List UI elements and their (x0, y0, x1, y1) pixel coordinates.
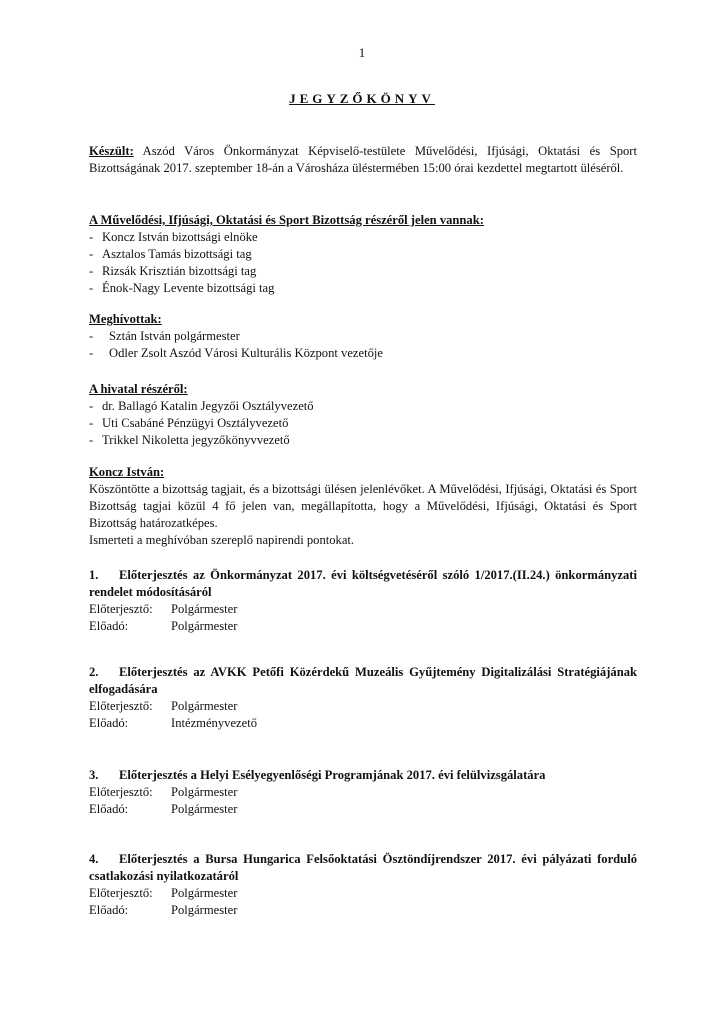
list-item: - Rizsák Krisztián bizottsági tag (89, 263, 637, 280)
speaker-heading: Koncz István: (89, 465, 165, 479)
invited-section (89, 311, 637, 362)
agenda-item-4 (89, 851, 637, 919)
agenda-item-title-text: Előterjesztés az Önkormányzat 2017. évi költségvetéséről szóló 1/2017.(II.24.) önkormányzati rendelet módosításáról (89, 568, 637, 599)
document-title: JEGYZŐKÖNYV (289, 91, 435, 106)
intro-section (89, 143, 637, 177)
submitter-label: Előterjesztő: (89, 886, 153, 900)
agenda-item-number: 3. (89, 768, 99, 782)
invited-heading: Meghívottak: (89, 312, 162, 326)
list-item: - dr. Ballagó Katalin Jegyzői Osztályvezető (89, 398, 637, 415)
present-list (89, 229, 637, 297)
agenda-item-title-text: Előterjesztés az AVKK Petőfi Közérdekű Muzeális Gyűjtemény Digitalizálási Stratégiájának elfogadására (89, 665, 637, 696)
list-item: - Koncz István bizottsági elnöke (89, 229, 637, 246)
present-heading: A Művelődési, Ifjúsági, Oktatási és Sport Bizottság részéről jelen vannak: (89, 213, 484, 227)
agenda-item-title (89, 567, 637, 601)
submitter-row (89, 601, 637, 618)
list-item: - Asztalos Tamás bizottsági tag (89, 246, 637, 263)
presenter-value: Polgármester (171, 802, 238, 816)
presenter-value: Polgármester (171, 903, 238, 917)
present-section (89, 212, 637, 297)
agenda-item-title (89, 767, 637, 784)
submitter-row (89, 784, 637, 801)
agenda-item-title (89, 851, 637, 885)
submitter-label: Előterjesztő: (89, 602, 153, 616)
office-heading: A hivatal részéről: (89, 382, 188, 396)
presenter-value: Intézményvezető (171, 716, 258, 730)
agenda-item-number: 4. (89, 852, 99, 866)
submitter-label: Előterjesztő: (89, 785, 153, 799)
invited-list (89, 328, 637, 362)
agenda-item-number: 1. (89, 568, 99, 582)
office-list (89, 398, 637, 449)
agenda-item-number: 2. (89, 665, 99, 679)
submitter-value: Polgármester (171, 886, 238, 900)
submitter-value: Polgármester (171, 699, 238, 713)
submitter-value: Polgármester (171, 602, 238, 616)
speaker-section (89, 464, 637, 549)
list-item: - Odler Zsolt Aszód Városi Kulturális Központ vezetője (89, 345, 637, 362)
agenda-item-title-text: Előterjesztés a Helyi Esélyegyenlőségi Programjának 2017. évi felülvizsgálatára (119, 768, 546, 782)
office-section (89, 381, 637, 449)
submitter-row (89, 885, 637, 902)
list-item: - Énok-Nagy Levente bizottsági tag (89, 280, 637, 297)
presenter-value: Polgármester (171, 619, 238, 633)
speaker-text-2: Ismerteti a meghívóban szereplő napirendi pontokat. (89, 533, 355, 547)
presenter-row (89, 618, 637, 635)
agenda-item-title (89, 664, 637, 698)
presenter-label: Előadó: (89, 619, 129, 633)
agenda-item-2 (89, 664, 637, 732)
presenter-row (89, 801, 637, 818)
submitter-value: Polgármester (171, 785, 238, 799)
agenda-item-1 (89, 567, 637, 635)
submitter-label: Előterjesztő: (89, 699, 153, 713)
list-item: - Trikkel Nikoletta jegyzőkönyvvezető (89, 432, 637, 449)
presenter-row (89, 902, 637, 919)
agenda-item-3 (89, 767, 637, 818)
page-number: 1 (358, 45, 366, 60)
submitter-row (89, 698, 637, 715)
presenter-label: Előadó: (89, 903, 129, 917)
presenter-row (89, 715, 637, 732)
presenter-label: Előadó: (89, 716, 129, 730)
speaker-text: Köszöntötte a bizottság tagjait, és a bizottsági ülésen jelenlévőket. A Művelődési, Ifjúsági, Oktatási és Sport Bizottság tagjai közül 4 fő jelen van, megállapította, hogy a Művelődési, Ifjúsági, Oktatási és Sport Bizottság határozatképes. (89, 482, 637, 530)
agenda-item-title-text: Előterjesztés a Bursa Hungarica Felsőoktatási Ösztöndíjrendszer 2017. évi pályázati forduló csatlakozási nyilatkozatáról (89, 852, 637, 883)
list-item: - Sztán István polgármester (89, 328, 637, 345)
list-item: - Uti Csabáné Pénzügyi Osztályvezető (89, 415, 637, 432)
intro-paragraph (89, 143, 637, 177)
intro-text: Aszód Város Önkormányzat Képviselő-testülete Művelődési, Ifjúsági, Oktatási és Sport Bizottságának 2017. szeptember 18-án a Városháza üléstermében 15:00 órai kezdettel megtartott üléséről. (89, 144, 637, 175)
intro-label: Készült: (89, 144, 134, 158)
presenter-label: Előadó: (89, 802, 129, 816)
